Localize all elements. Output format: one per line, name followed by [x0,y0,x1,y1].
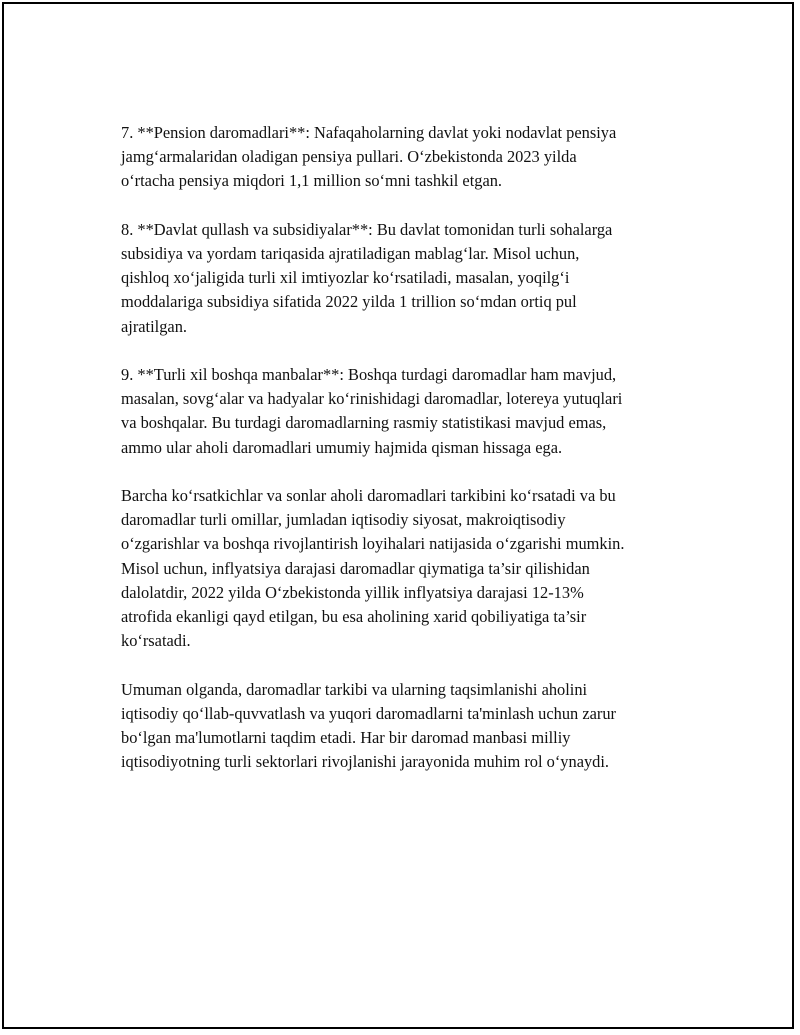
paragraph-other-sources: 9. **Turli xil boshqa manbalar**: Boshqa turdagi daromadlar ham mavjud, masalan, sovg‘alar va hadyalar ko‘rinishidagi daromadlar, lotereya yutuqlari va boshqalar. Bu turdagi daromadlarning rasmiy statistikasi mavjud emas, ammo ular aholi daromadlari umumiy hajmida qisman hissaga ega. [121,365,623,457]
paragraph-indicators-summary: Barcha ko‘rsatkichlar va sonlar aholi daromadlari tarkibini ko‘rsatadi va bu daromadlar turli omillar, jumladan iqtisodiy siyosat, makroiqtisodiy o‘zgarishlar va boshqa rivojlantirish loyihalari natijasida o‘zgarishi mumkin. Misol uchun, inflyatsiya darajasi daromadlar qiymatiga ta’sir qilishidan dalolatdir, 2022 yilda O‘zbekistonda yillik inflyatsiya darajasi 12-13% atrofida ekanligi qayd etilgan, bu esa aholining xarid qobiliyatiga ta’sir ko‘rsatadi. [121,486,625,651]
paragraph-pension-income: 7. **Pension daromadlari**: Nafaqaholarning davlat yoki nodavlat pensiya jamg‘armalaridan oladigan pensiya pullari. O‘zbekistonda 2023 yilda o‘rtacha pensiya miqdori 1,1 million so‘mni tashkil etgan. [121,123,617,191]
paragraph-conclusion: Umuman olganda, daromadlar tarkibi va ularning taqsimlanishi aholini iqtisodiy qo‘llab-quvvatlash va yuqori daromadlarni ta'minlash uchun zarur bo‘lgan ma'lumotlarni taqdim etadi. Har bir daromad manbasi milliy iqtisodiyotning turli sektorlari rivojlanishi jarayonida muhim rol o‘ynaydi. [121,679,617,772]
paragraph-state-subsidies: 8. **Davlat qullash va subsidiyalar**: Bu davlat tomonidan turli sohalarga subsidiya va yordam tariqasida ajratiladigan mablag‘lar. Misol uchun, qishloq xo‘jaligida turli xil imtiyozlar ko‘rsatiladi, masalan, yoqilg‘i moddalariga subsidiya sifatida 2022 yilda 1 trillion so‘mdan ortiq pul ajratilgan. [121,219,613,336]
document-body [121,121,681,799]
page-frame [2,2,794,1029]
